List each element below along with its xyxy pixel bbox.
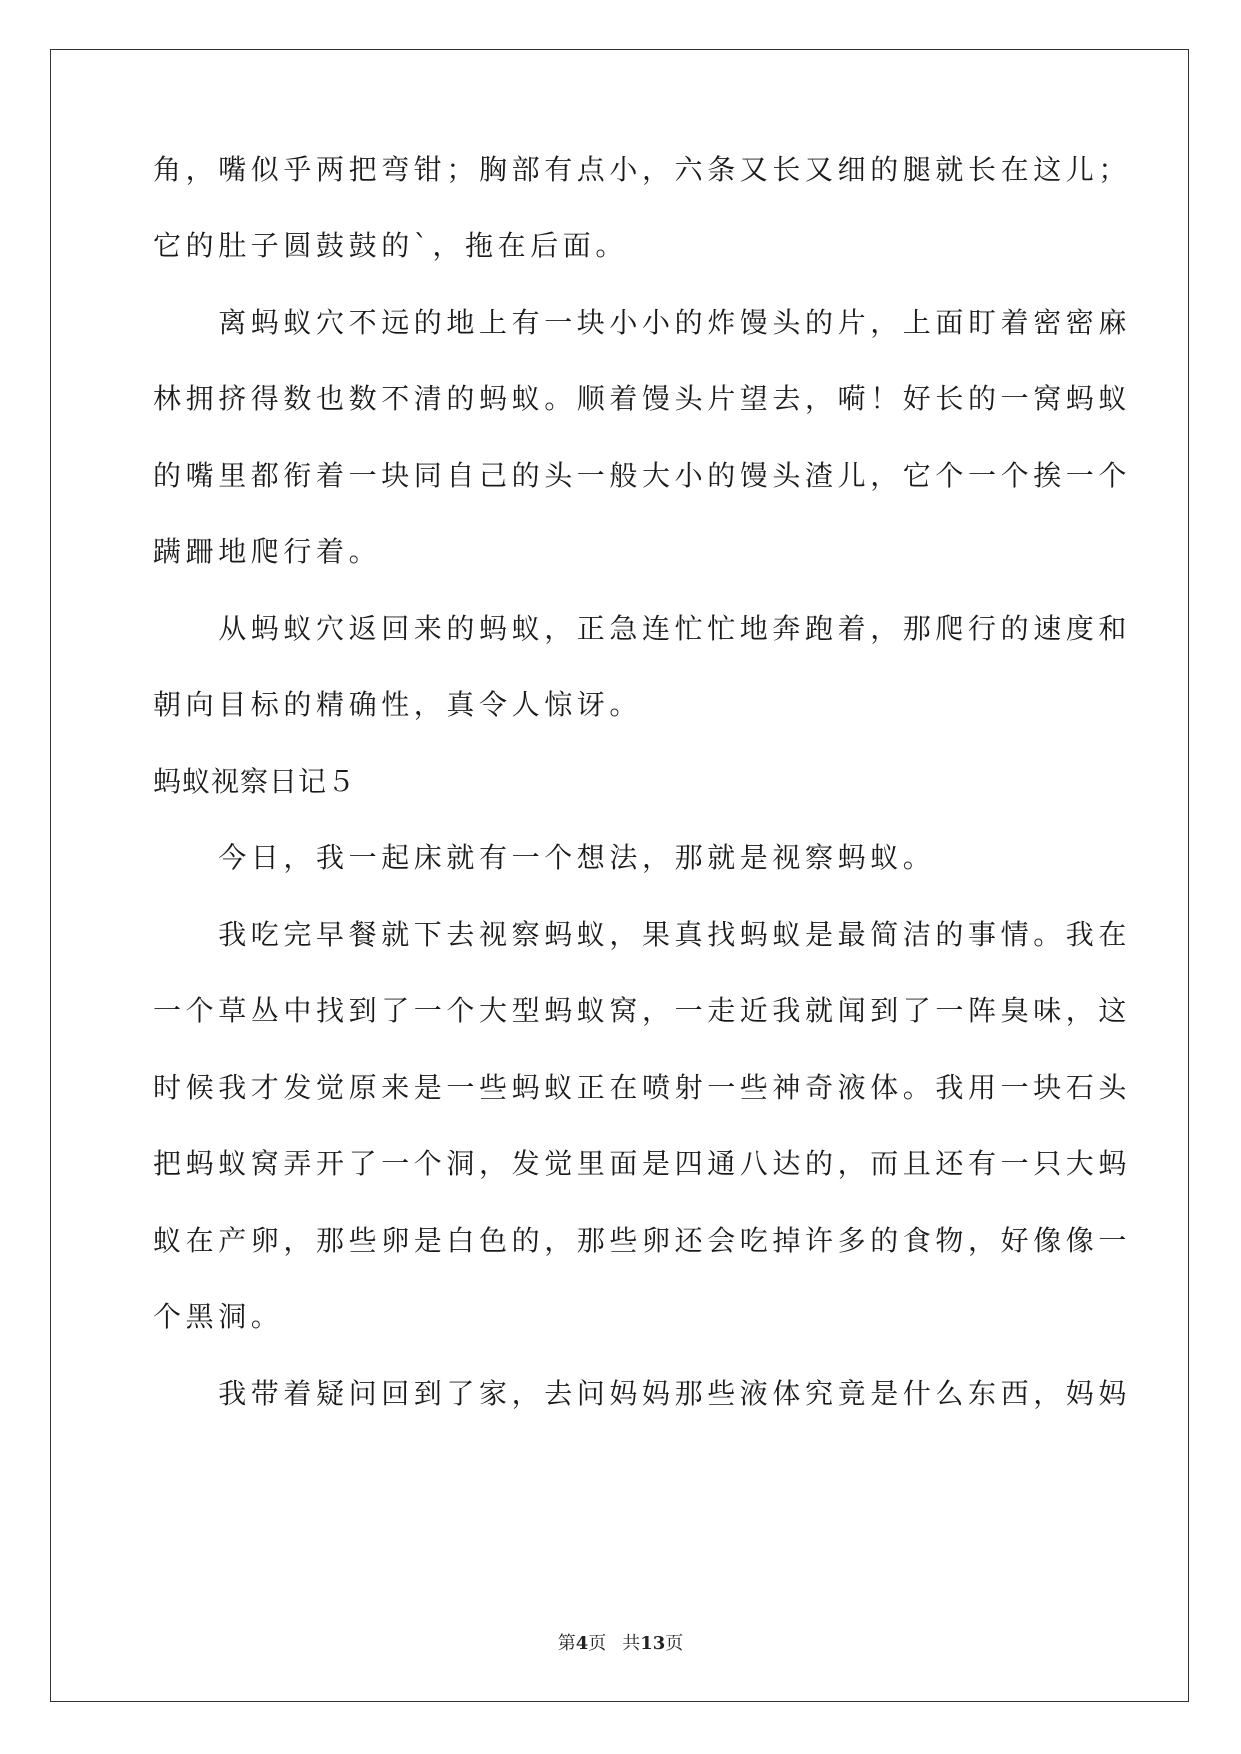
text-line: 的嘴里都衔着一块同自己的头一般大小的馒头渣儿，它个一个挨一个 xyxy=(153,459,1132,492)
text-line: 朝向目标的精确性，真令人惊讶。 xyxy=(153,688,643,721)
text-line: 时候我才发觉原来是一些蚂蚁正在喷射一些神奇液体。我用一块石头 xyxy=(153,1071,1132,1104)
text-line: 今日，我一起床就有一个想法，那就是视察蚂蚁。 xyxy=(153,841,936,874)
page-footer xyxy=(0,1629,1241,1655)
text-line: 林拥挤得数也数不清的蚂蚁。顺着馒头片望去，嗬！好长的一窝蚂蚁 xyxy=(153,382,1132,415)
current-page-number: 4 xyxy=(575,1633,589,1654)
total-page-count: 13 xyxy=(640,1633,666,1654)
text-line: 把蚂蚁窝弄开了一个洞，发觉里面是四通八达的，而且还有一只大蚂 xyxy=(153,1147,1132,1180)
text-line: 从蚂蚁穴返回来的蚂蚁，正急连忙忙地奔跑着，那爬行的速度和 xyxy=(153,612,1132,645)
text-line: 蹒跚地爬行着。 xyxy=(153,535,382,568)
text-line: 我吃完早餐就下去视察蚂蚁，果真找蚂蚁是最简洁的事情。我在 xyxy=(153,918,1132,951)
text-line: 蚁在产卵，那些卵是白色的，那些卵还会吃掉许多的食物，好像像一 xyxy=(153,1224,1132,1257)
text-line: 我带着疑问回到了家，去问妈妈那些液体究竟是什么东西，妈妈 xyxy=(153,1377,1132,1410)
total-prefix: 共 xyxy=(622,1633,641,1654)
page-prefix: 第 xyxy=(557,1633,576,1654)
text-line: 它的肚子圆鼓鼓的`，拖在后面。 xyxy=(153,229,629,262)
text-line: 个黑洞。 xyxy=(153,1300,284,1333)
text-line: 离蚂蚁穴不远的地上有一块小小的炸馒头的片，上面盯着密密麻 xyxy=(153,306,1132,339)
section-heading: 蚂蚁视察日记５ xyxy=(153,765,357,798)
total-suffix: 页 xyxy=(665,1633,684,1654)
text-line: 角，嘴似乎两把弯钳；胸部有点小，六条又长又细的腿就长在这儿； xyxy=(153,153,1132,186)
text-line: 一个草丛中找到了一个大型蚂蚁窝，一走近我就闻到了一阵臭味，这 xyxy=(153,994,1132,1027)
page-suffix: 页 xyxy=(588,1633,607,1654)
